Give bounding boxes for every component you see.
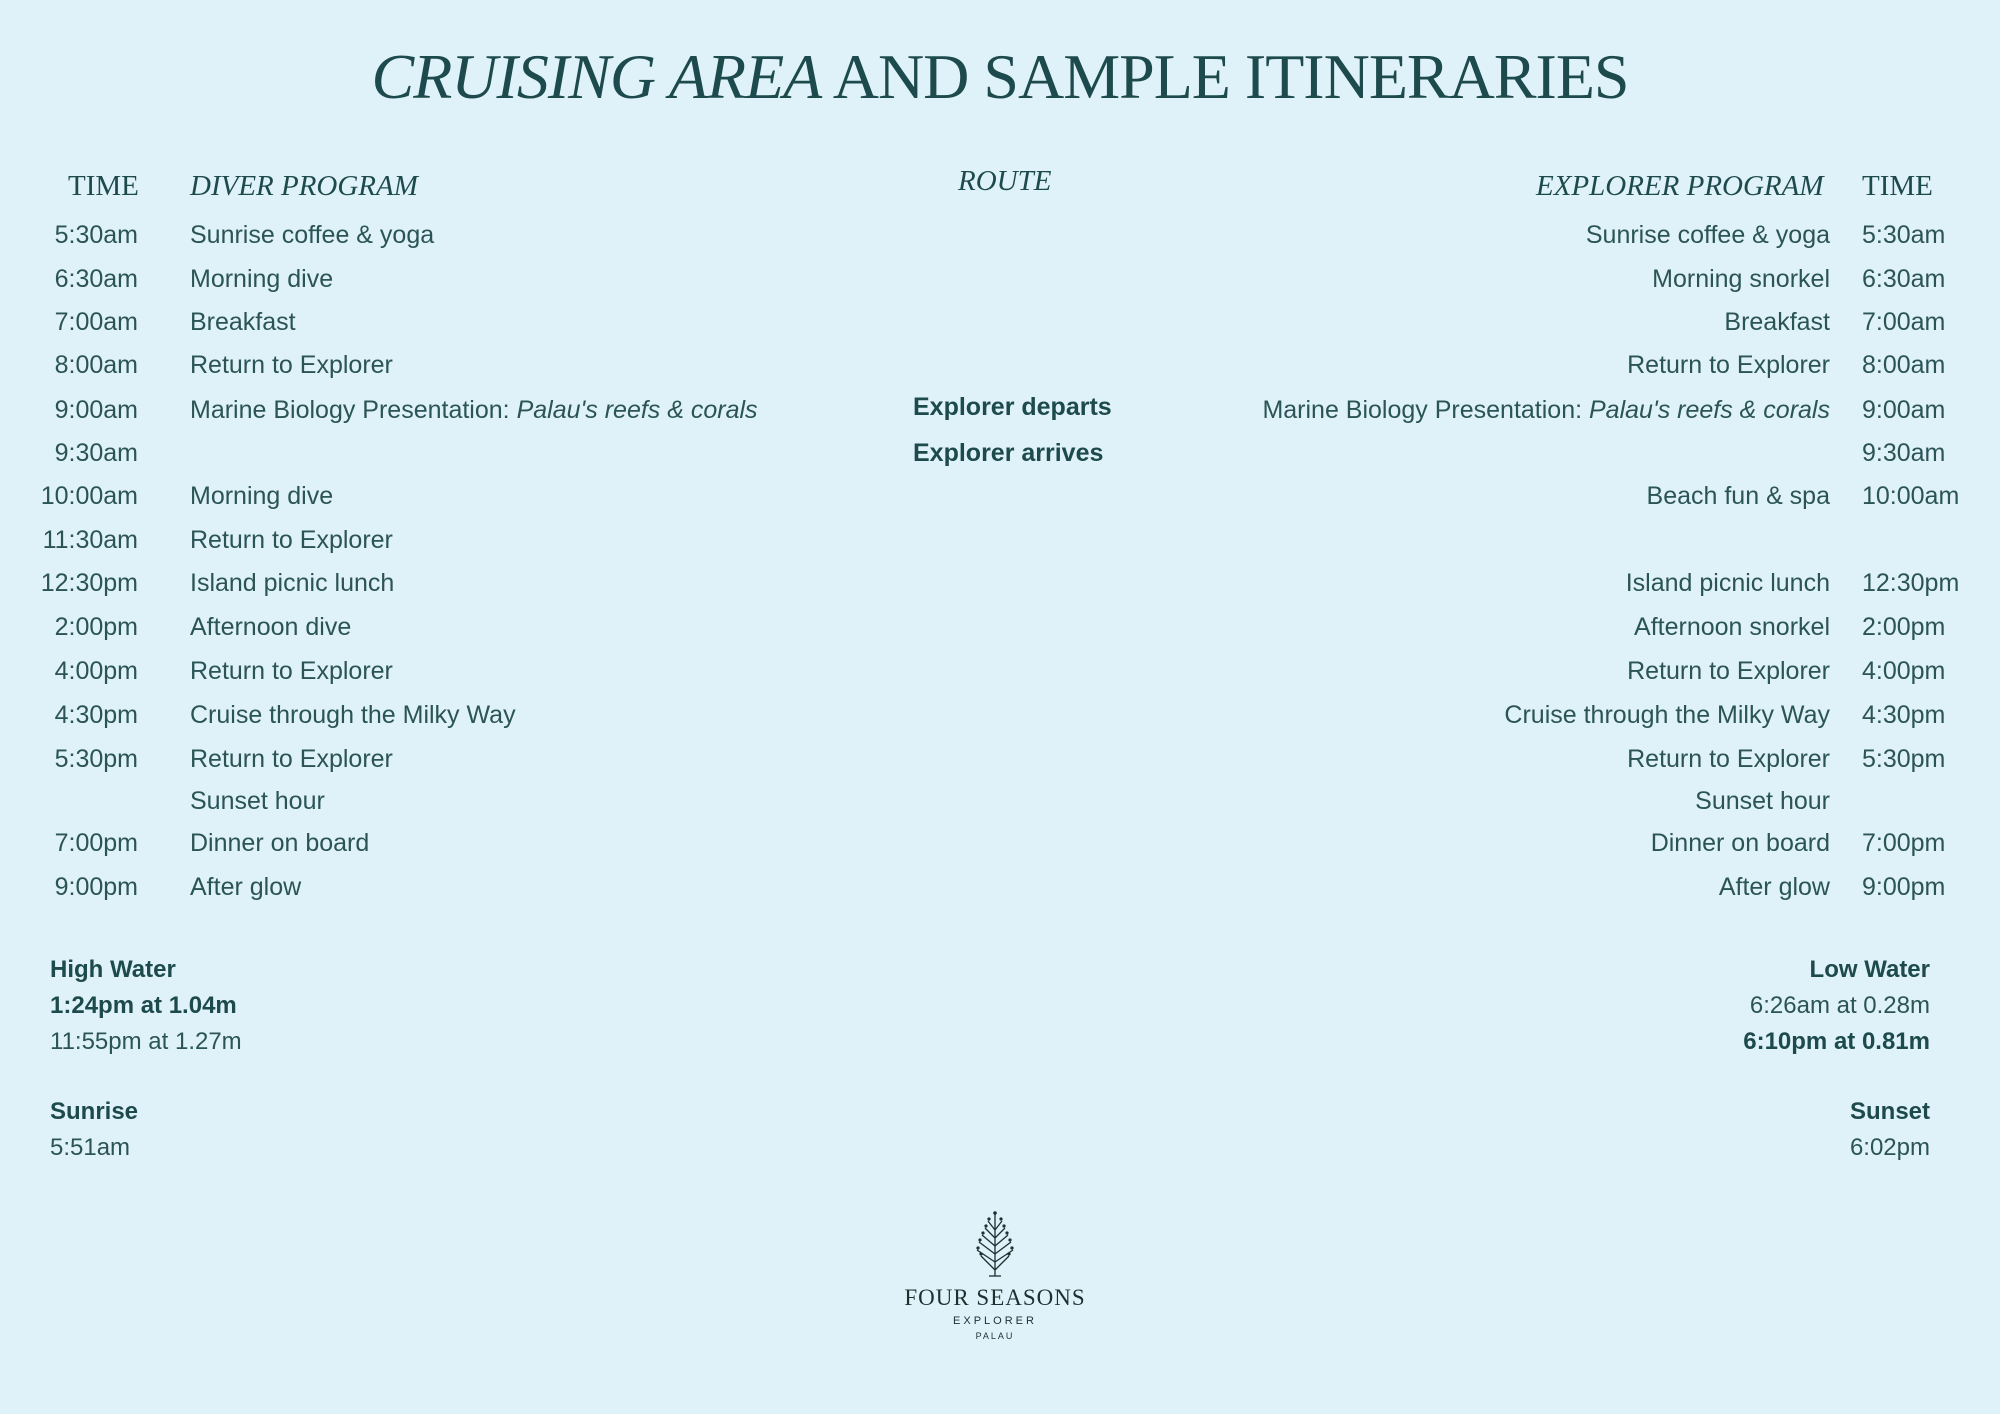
- diver-row-activity-text: Afternoon dive: [190, 613, 352, 641]
- diver-row-time: 12:30pm: [40, 569, 138, 597]
- logo-sub: EXPLORER: [953, 1315, 1037, 1327]
- explorer-row-time: 5:30pm: [1862, 745, 1946, 773]
- diver-row-activity-text: Marine Biology Presentation:: [190, 396, 517, 424]
- diver-row-activity-text: Sunset hour: [190, 787, 325, 815]
- diver-row-activity-text: Return to Explorer: [190, 657, 393, 685]
- explorer-row-activity: [1100, 436, 1830, 470]
- explorer-row-activity-text: Beach fun & spa: [1646, 482, 1830, 510]
- diver-row-activity-text: Return to Explorer: [190, 351, 393, 379]
- explorer-row-activity-text: Breakfast: [1724, 308, 1830, 336]
- explorer-row-activity-text: Return to Explorer: [1627, 745, 1830, 773]
- explorer-row-time: 10:00am: [1862, 482, 1960, 510]
- explorer-row-activity: [1100, 479, 1830, 513]
- explorer-row-time: [1862, 523, 1972, 557]
- explorer-row-activity-italic: Palau's reefs & corals: [1589, 396, 1830, 424]
- explorer-row-activity: [1100, 698, 1830, 732]
- diver-row-activity: [190, 742, 830, 776]
- diver-row-activity-text: Cruise through the Milky Way: [190, 701, 516, 729]
- diver-row-time: 4:00pm: [54, 657, 138, 685]
- diver-row-time: 11:30am: [42, 526, 138, 554]
- diver-row-time: 9:30am: [54, 439, 138, 467]
- diver-row-time: 8:00am: [54, 351, 138, 379]
- explorer-row-activity-text: Sunset hour: [1695, 787, 1830, 815]
- explorer-row-time: 8:00am: [1862, 351, 1946, 379]
- diver-row-time: 7:00am: [54, 308, 138, 336]
- explorer-program-header: EXPLORER PROGRAM: [1536, 170, 1824, 202]
- diver-row-activity: [190, 654, 830, 688]
- diver-row-activity-italic: Palau's reefs & corals: [516, 396, 758, 424]
- explorer-row-time: 9:00am: [1862, 396, 1946, 424]
- diver-row-activity-text: Morning dive: [190, 265, 334, 293]
- diver-row-time: [0, 784, 138, 818]
- explorer-row-activity-text: Morning snorkel: [1652, 265, 1830, 293]
- diver-row-activity-text: Island picnic lunch: [190, 569, 395, 597]
- explorer-row-activity: [1100, 393, 1830, 427]
- route-departs: Explorer departs: [913, 393, 1112, 421]
- high-water-second: 11:55pm at 1.27m: [50, 1028, 242, 1055]
- explorer-row-time: 2:00pm: [1862, 613, 1946, 641]
- explorer-row-activity-text: Island picnic lunch: [1625, 569, 1830, 597]
- diver-row-activity: [190, 262, 830, 296]
- explorer-row-activity-text: Afternoon snorkel: [1634, 613, 1830, 641]
- title-italic: CRUISING AREA: [371, 41, 822, 112]
- diver-row-time: 9:00am: [54, 396, 138, 424]
- explorer-row-activity: [1100, 784, 1830, 818]
- sunrise-time: 5:51am: [50, 1134, 131, 1161]
- explorer-row-time: 12:30pm: [1862, 569, 1960, 597]
- low-water-label: Low Water: [1809, 956, 1930, 983]
- diver-row-activity-text: Sunrise coffee & yoga: [190, 221, 435, 249]
- logo-brand: FOUR SEASONS: [904, 1285, 1086, 1310]
- logo-location: PALAU: [975, 1331, 1015, 1341]
- explorer-row-activity: [1100, 305, 1830, 339]
- diver-row-time: 5:30pm: [54, 745, 138, 773]
- low-water-block: [1743, 952, 1930, 1060]
- diver-row-time: 10:00am: [40, 482, 138, 510]
- explorer-row-time: 4:00pm: [1862, 657, 1946, 685]
- explorer-row-activity-text: Dinner on board: [1650, 829, 1830, 857]
- diver-row-activity-text: Dinner on board: [190, 829, 370, 857]
- explorer-row-activity-text: Return to Explorer: [1627, 657, 1830, 685]
- explorer-row-activity-text: Cruise through the Milky Way: [1504, 701, 1830, 729]
- high-water-first: 1:24pm at 1.04m: [50, 992, 237, 1019]
- explorer-row-activity: [1100, 218, 1830, 252]
- explorer-row-activity: [1100, 742, 1830, 776]
- diver-row-activity: [190, 523, 830, 557]
- diver-row-activity: [190, 870, 830, 904]
- sunrise-label: Sunrise: [50, 1098, 139, 1125]
- diver-row-activity: [190, 784, 830, 818]
- explorer-row-activity-text: After glow: [1718, 873, 1830, 901]
- explorer-row-activity-text: Sunrise coffee & yoga: [1585, 221, 1830, 249]
- explorer-row-time: 6:30am: [1862, 265, 1946, 293]
- four-seasons-logo: [860, 1210, 1130, 1341]
- explorer-row-activity: [1100, 523, 1830, 557]
- diver-row-activity-text: After glow: [190, 873, 302, 901]
- route-header: ROUTE: [958, 165, 1052, 197]
- tree-icon: [965, 1210, 1025, 1278]
- title-rest: AND SAMPLE ITINERARIES: [821, 41, 1629, 112]
- high-water-block: [50, 952, 242, 1060]
- explorer-row-activity: [1100, 610, 1830, 644]
- explorer-row-time: 9:30am: [1862, 439, 1946, 467]
- diver-row-activity: [190, 479, 830, 513]
- explorer-row-activity: [1100, 826, 1830, 860]
- diver-row-activity-text: Return to Explorer: [190, 526, 393, 554]
- diver-row-activity: [190, 348, 830, 382]
- low-water-second: 6:10pm at 0.81m: [1743, 1028, 1930, 1055]
- explorer-row-time: 5:30am: [1862, 221, 1946, 249]
- explorer-row-time: 9:00pm: [1862, 873, 1946, 901]
- diver-row-time: 6:30am: [54, 265, 138, 293]
- sunset-block: [1850, 1094, 1930, 1166]
- diver-row-activity: [190, 698, 830, 732]
- diver-row-activity-text: Return to Explorer: [190, 745, 393, 773]
- explorer-row-activity: [1100, 348, 1830, 382]
- explorer-row-activity: [1100, 566, 1830, 600]
- time-right-header: TIME: [1862, 170, 1933, 202]
- diver-row-time: 9:00pm: [54, 873, 138, 901]
- explorer-row-activity: [1100, 654, 1830, 688]
- diver-row-activity-text: Morning dive: [190, 482, 334, 510]
- diver-row-activity: [190, 305, 830, 339]
- diver-row-time: 4:30pm: [54, 701, 138, 729]
- explorer-row-activity-text: Marine Biology Presentation:: [1262, 396, 1589, 424]
- low-water-first: 6:26am at 0.28m: [1749, 992, 1930, 1019]
- diver-row-time: 5:30am: [54, 221, 138, 249]
- page-title: [0, 40, 2000, 114]
- time-left-header: TIME: [68, 170, 139, 202]
- diver-row-activity: [190, 218, 830, 252]
- diver-row-activity-text: Breakfast: [190, 308, 296, 336]
- sunset-label: Sunset: [1849, 1098, 1930, 1125]
- diver-row-activity: [190, 393, 830, 427]
- explorer-row-activity: [1100, 870, 1830, 904]
- diver-row-activity: [190, 826, 830, 860]
- diver-row-activity: [190, 436, 830, 470]
- explorer-row-time: 7:00pm: [1862, 829, 1946, 857]
- diver-row-activity: [190, 566, 830, 600]
- diver-row-time: 7:00pm: [54, 829, 138, 857]
- route-arrives: Explorer arrives: [913, 439, 1104, 467]
- diver-row-time: 2:00pm: [54, 613, 138, 641]
- explorer-row-time: 7:00am: [1862, 308, 1946, 336]
- explorer-row-activity: [1100, 262, 1830, 296]
- high-water-label: High Water: [50, 956, 176, 983]
- sunrise-block: [50, 1094, 138, 1166]
- explorer-row-time: 4:30pm: [1862, 701, 1946, 729]
- sunset-time: 6:02pm: [1849, 1134, 1930, 1161]
- explorer-row-activity-text: Return to Explorer: [1627, 351, 1830, 379]
- diver-program-header: DIVER PROGRAM: [190, 170, 418, 202]
- diver-row-activity: [190, 610, 830, 644]
- explorer-row-time: [1862, 784, 1972, 818]
